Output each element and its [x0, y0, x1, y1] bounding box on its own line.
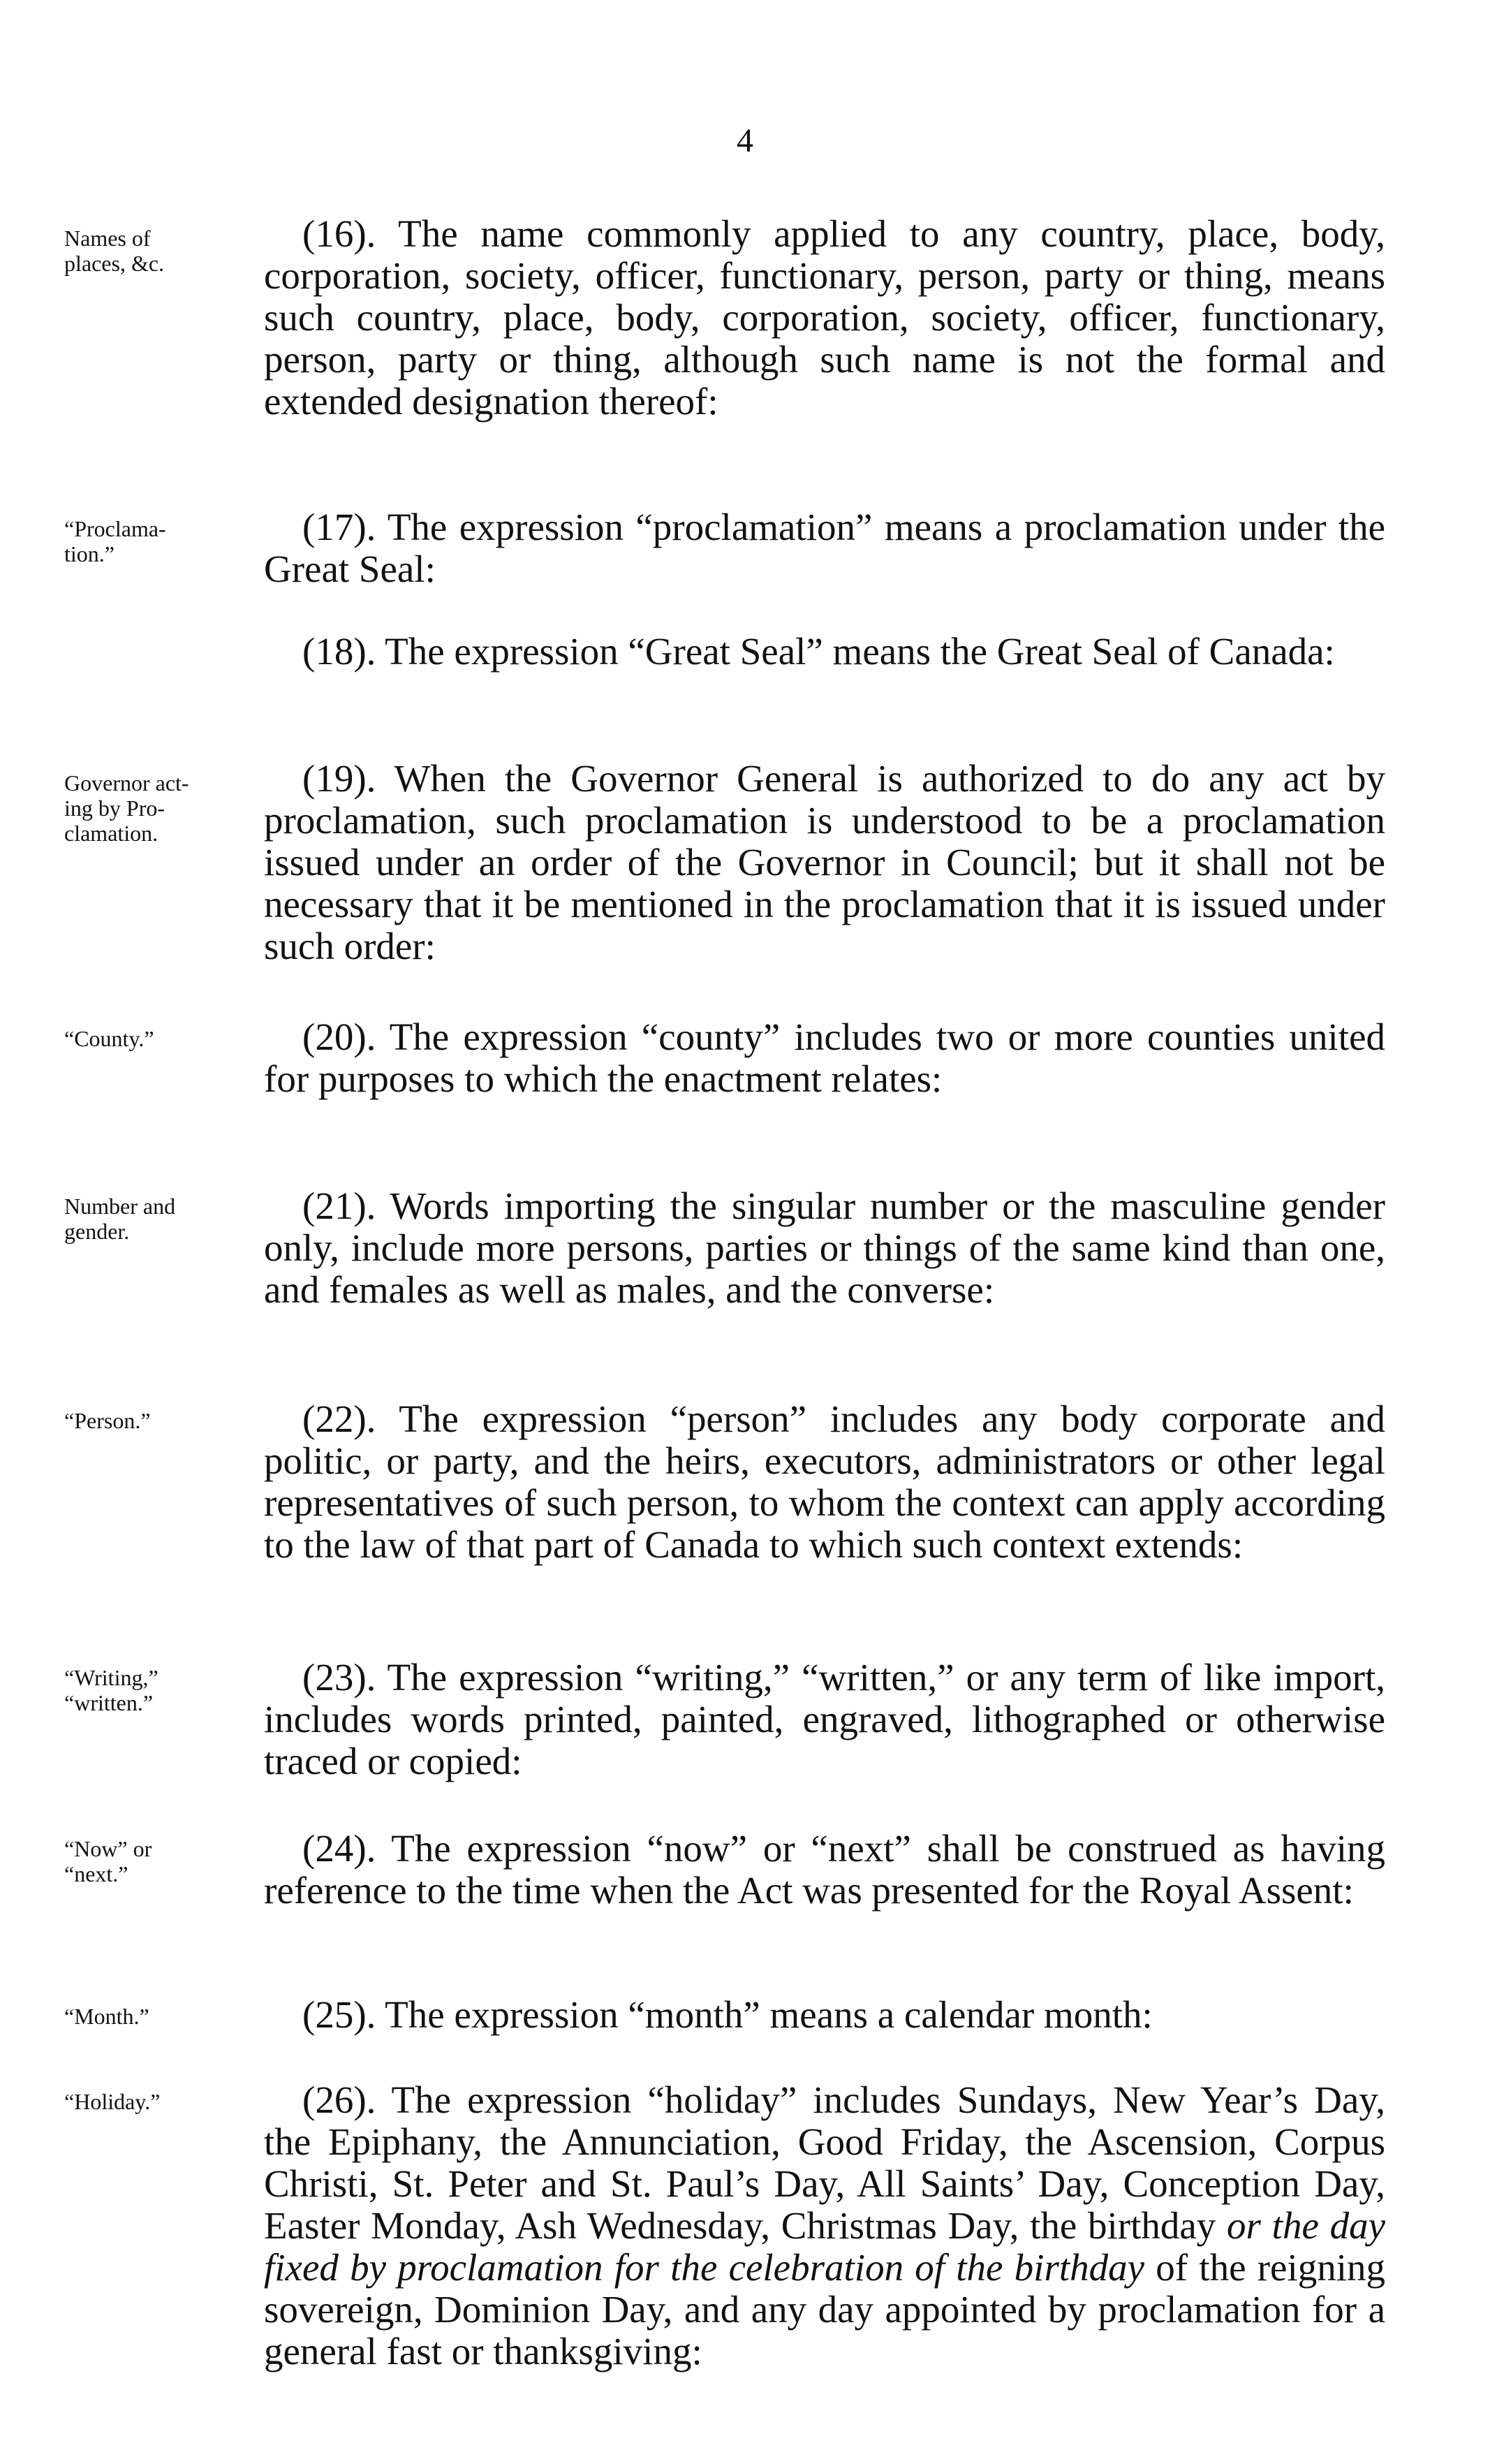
section-text — [264, 1398, 1385, 1566]
marginal-note: “Holiday.” — [64, 2089, 161, 2114]
section-text — [264, 1994, 1385, 2036]
marginal-note: “Person.” — [64, 1408, 151, 1433]
section-body: Words importing the singular number or the masculine gender only, include more persons, parties or things of the same kind than one, and females as well as males, and the converse: — [264, 1185, 1385, 1311]
section-number: (16). — [302, 212, 376, 255]
section-body: The expression “proclamation” means a proclamation under the Great Seal: — [264, 506, 1385, 590]
page-number: 4 — [737, 122, 753, 159]
section-number: (17). — [302, 506, 376, 548]
marginal-note: Number and gender. — [64, 1194, 176, 1244]
section-number: (20). — [302, 1015, 376, 1058]
section-number: (25). — [302, 1993, 376, 2036]
section-text — [264, 1657, 1385, 1782]
section-number: (19). — [302, 757, 376, 800]
section-body-italic: or the day fixed by proclamation for the celebration of the birthday — [264, 2204, 1385, 2289]
marginal-note: Names of places, &c. — [64, 226, 165, 276]
section-text — [264, 213, 1385, 423]
section-body: The expression “Great Seal” means the Great Seal of Canada: — [385, 630, 1335, 673]
marginal-note: “Proclama- tion.” — [64, 516, 166, 566]
section-body: The name commonly applied to any country, place, body, corporation, society, officer, functionary, person, party or thing, means such country, place, body, corporation, society, officer, functionary, person, party or thing, although such name is not the formal and extended designation thereof: — [264, 212, 1385, 423]
section-body: The expression “month” means a calendar month: — [385, 1993, 1153, 2036]
marginal-note: Governor act- ing by Pro- clamation. — [64, 770, 189, 846]
section-text — [264, 1185, 1385, 1311]
section-number: (23). — [302, 1656, 376, 1699]
section-number: (26). — [302, 2078, 376, 2121]
section-text — [264, 2079, 1385, 2373]
marginal-note: “County.” — [64, 1026, 154, 1051]
section-body: When the Governor General is authorized to do any act by proclamation, such proclamation is understood to be a proclamation issued under an order of the Governor in Council; but it shall not be necessary that it be mentioned in the proclamation that it is issued under such order: — [264, 757, 1386, 967]
section-body-end: of the reigning sovereign, Dominion Day, and any day appointed by proclamation for a general fast or thanksgiving: — [264, 2246, 1386, 2373]
section-text — [264, 1828, 1385, 1912]
section-text — [264, 506, 1385, 590]
section-number: (24). — [302, 1827, 376, 1870]
section-body: The expression “now” or “next” shall be construed as having reference to the time when the Act was presented for the Royal Assent: — [264, 1827, 1385, 1912]
section-body: The expression “writing,” “written,” or any term of like import, includes words printed, painted, engraved, lithographed or otherwise traced or copied: — [264, 1656, 1385, 1782]
section-text — [264, 758, 1385, 967]
section-number: (22). — [302, 1398, 376, 1440]
marginal-note: “Writing,” “written.” — [64, 1665, 158, 1715]
marginal-note: “Month.” — [64, 2004, 149, 2029]
section-body: The expression “holiday” includes Sundays, New Year’s Day, the Epiphany, the Annunciation, Good Friday, the Ascension, Corpus Christi, St. Peter and St. Paul’s Day, All Saints’ Day, Conception Day, Easter Monday, Ash Wednesday, Christmas Day, the birthday — [264, 2078, 1385, 2247]
section-number: (18). — [302, 630, 376, 673]
section-body: The expression “person” includes any body corporate and politic, or party, and the heirs, executors, administrators or other legal representatives of such person, to whom the context can apply according to the law of that part of Canada to which such context extends: — [264, 1398, 1385, 1566]
section-number: (21). — [302, 1185, 376, 1227]
marginal-note: “Now” or “next.” — [64, 1836, 152, 1886]
section-text — [264, 631, 1385, 673]
section-text — [264, 1016, 1385, 1100]
section-body: The expression “county” includes two or more counties united for purposes to which the enactment relates: — [264, 1015, 1385, 1100]
